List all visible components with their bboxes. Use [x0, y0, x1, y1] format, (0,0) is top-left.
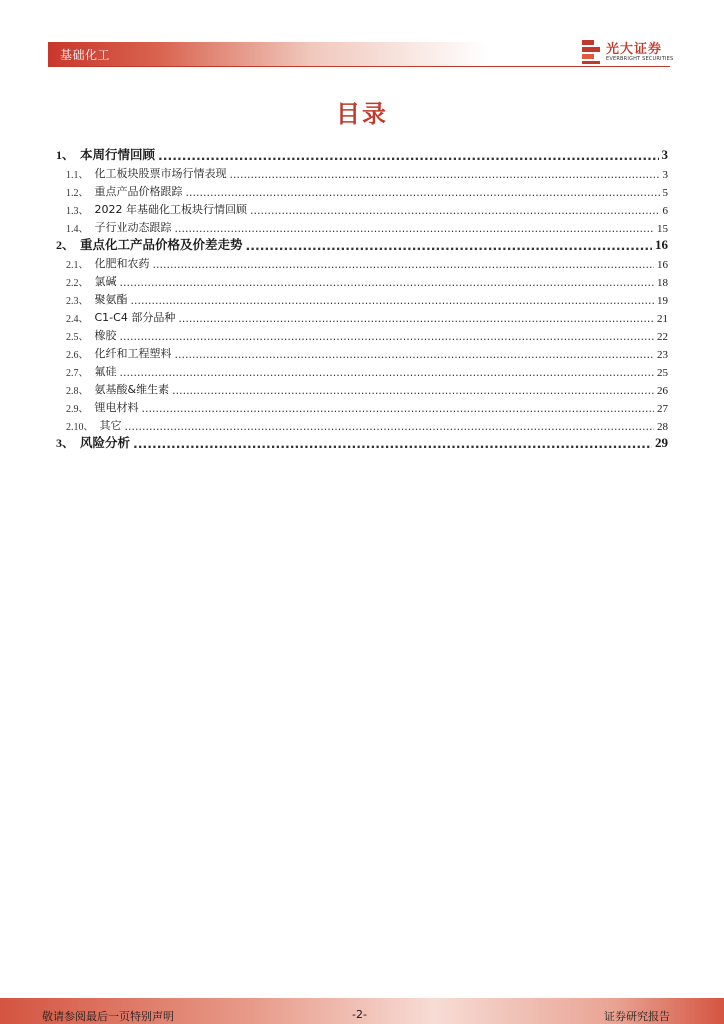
toc-entry-title: C1-C4 部分品种 [94, 311, 176, 324]
toc-entry-number: 2.5、 [66, 332, 89, 343]
toc-entry-section[interactable] [56, 415, 668, 433]
toc-dot-leader [120, 276, 655, 289]
toc-entry-number: 2.6、 [66, 350, 89, 361]
toc-entry-title: 本周行情回顾 [80, 147, 156, 162]
logo-text-cn: 光大证券 [606, 42, 663, 57]
header-rule [48, 66, 670, 67]
toc-dot-leader [250, 204, 660, 217]
toc-entry-page: 27 [657, 403, 668, 415]
toc-entry-number: 1.4、 [66, 224, 89, 235]
toc-entry-page: 5 [662, 187, 668, 199]
toc-entry-page: 23 [657, 349, 668, 361]
toc-entry-chapter[interactable] [56, 433, 668, 451]
toc-entry-number: 2.10、 [66, 422, 94, 433]
toc-entry-page: 3 [662, 169, 668, 181]
toc-entry-title: 化肥和农药 [94, 257, 150, 270]
toc-dot-leader [142, 402, 655, 415]
toc-entry-chapter[interactable] [56, 145, 668, 163]
toc-entry-title: 其它 [99, 419, 122, 432]
toc-entry-section[interactable] [56, 163, 668, 181]
toc-entry-page: 19 [657, 295, 668, 307]
toc-entry-section[interactable] [56, 379, 668, 397]
toc-entry-title: 化工板块股票市场行情表现 [94, 167, 227, 180]
toc-dot-leader [131, 294, 655, 307]
toc-entry-section[interactable] [56, 307, 668, 325]
toc-dot-leader [120, 366, 655, 379]
footer-disclaimer: 敬请参阅最后一页特别声明 [42, 1010, 174, 1023]
toc-entry-section[interactable] [56, 199, 668, 217]
toc-entry-page: 26 [657, 385, 668, 397]
toc-entry-page: 22 [657, 331, 668, 343]
toc-entry-page: 3 [661, 147, 668, 162]
toc-dot-leader [158, 148, 658, 163]
toc-entry-page: 25 [657, 367, 668, 379]
page-title: 目录 [336, 100, 388, 128]
logo-text-en: EVERBRIGHT SECURITIES [606, 56, 674, 62]
toc-entry-section[interactable] [56, 325, 668, 343]
header-band [48, 42, 488, 66]
toc-dot-leader [125, 420, 655, 433]
toc-entry-number: 1、 [56, 148, 75, 162]
table-of-contents [56, 145, 668, 451]
toc-entry-section[interactable] [56, 343, 668, 361]
toc-entry-title: 橡胶 [94, 329, 117, 342]
toc-entry-number: 2、 [56, 238, 75, 252]
toc-dot-leader [230, 168, 660, 181]
toc-entry-page: 28 [657, 421, 668, 433]
toc-entry-number: 2.2、 [66, 278, 89, 289]
toc-entry-section[interactable] [56, 271, 668, 289]
toc-entry-page: 29 [655, 435, 668, 450]
toc-entry-title: 2022 年基础化工板块行情回顾 [94, 203, 247, 216]
toc-entry-section[interactable] [56, 289, 668, 307]
toc-dot-leader [133, 436, 652, 451]
toc-dot-leader [175, 348, 655, 361]
toc-entry-number: 1.3、 [66, 206, 89, 217]
toc-entry-number: 2.1、 [66, 260, 89, 271]
toc-entry-page: 15 [657, 223, 668, 235]
toc-entry-title: 化纤和工程塑料 [94, 347, 172, 360]
toc-entry-number: 2.4、 [66, 314, 89, 325]
toc-entry-title: 子行业动态跟踪 [94, 221, 172, 234]
toc-entry-number: 2.8、 [66, 386, 89, 397]
brand-logo [580, 38, 672, 66]
toc-dot-leader [153, 258, 655, 271]
toc-entry-page: 16 [655, 237, 668, 252]
toc-dot-leader [120, 330, 655, 343]
toc-dot-leader [246, 238, 652, 253]
toc-dot-leader [178, 312, 654, 325]
toc-entry-page: 21 [657, 313, 668, 325]
toc-entry-number: 1.1、 [66, 170, 89, 181]
toc-entry-section[interactable] [56, 361, 668, 379]
toc-entry-number: 2.3、 [66, 296, 89, 307]
toc-entry-title: 重点产品价格跟踪 [94, 185, 183, 198]
toc-entry-number: 1.2、 [66, 188, 89, 199]
toc-entry-title: 氯碱 [94, 275, 117, 288]
everbright-logo-icon [580, 40, 602, 64]
footer-page-number: -2- [352, 1008, 367, 1021]
toc-entry-section[interactable] [56, 217, 668, 235]
toc-entry-page: 16 [657, 259, 668, 271]
toc-entry-title: 重点化工产品价格及价差走势 [80, 237, 243, 252]
toc-entry-section[interactable] [56, 397, 668, 415]
toc-entry-chapter[interactable] [56, 235, 668, 253]
toc-dot-leader [175, 222, 655, 235]
toc-entry-title: 氨基酸&维生素 [94, 383, 170, 396]
toc-entry-section[interactable] [56, 253, 668, 271]
section-label: 基础化工 [60, 48, 111, 62]
toc-entry-title: 风险分析 [80, 435, 131, 450]
toc-entry-number: 2.7、 [66, 368, 89, 379]
toc-entry-number: 3、 [56, 436, 75, 450]
footer-doc-type: 证券研究报告 [604, 1010, 670, 1023]
toc-entry-number: 2.9、 [66, 404, 89, 415]
toc-dot-leader [172, 384, 654, 397]
toc-entry-title: 聚氨酯 [94, 293, 128, 306]
toc-entry-page: 6 [662, 205, 668, 217]
toc-dot-leader [186, 186, 660, 199]
toc-entry-page: 18 [657, 277, 668, 289]
toc-entry-title: 氟硅 [94, 365, 117, 378]
toc-entry-section[interactable] [56, 181, 668, 199]
toc-entry-title: 锂电材料 [94, 401, 139, 414]
